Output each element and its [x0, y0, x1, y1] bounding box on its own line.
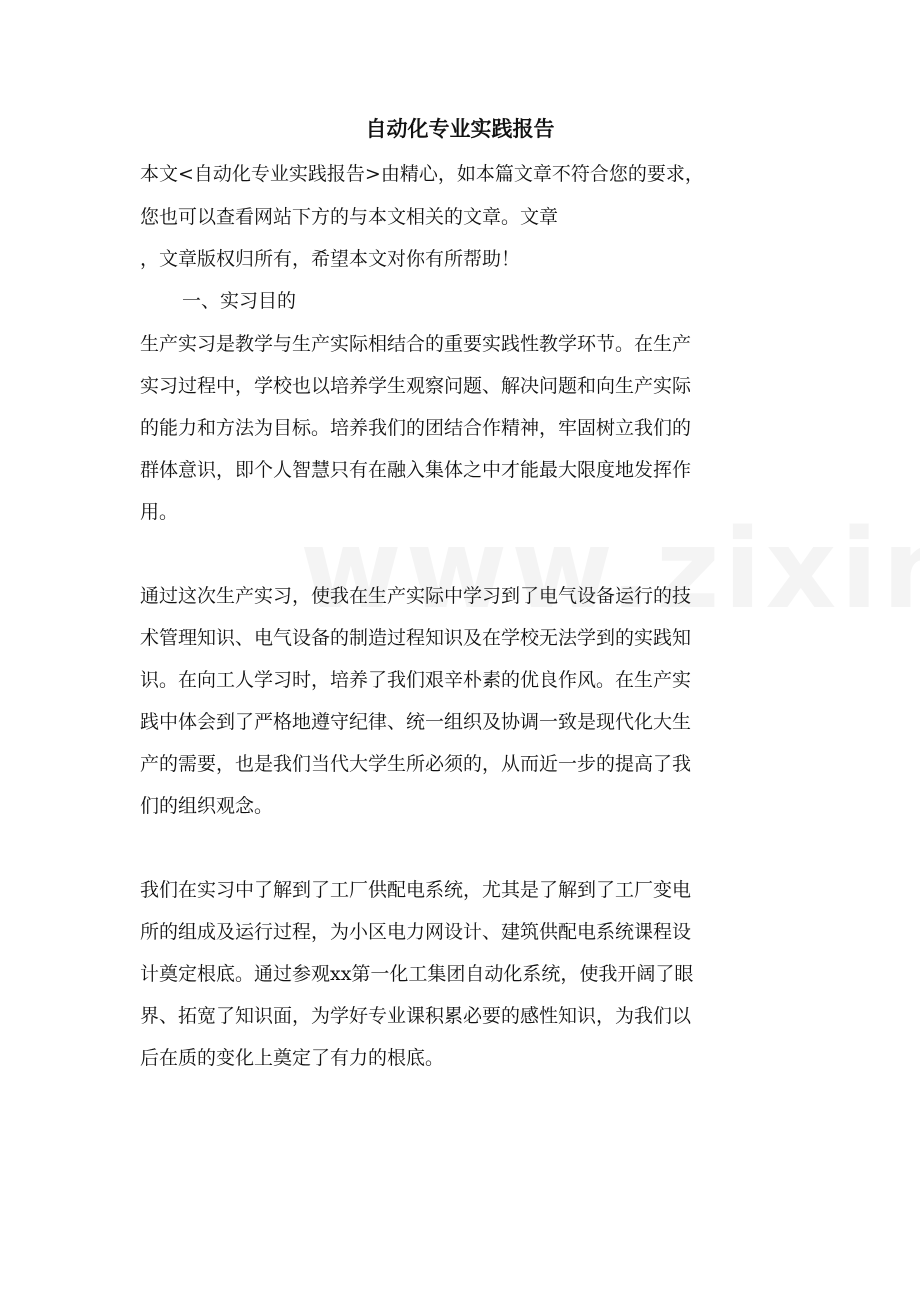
- paragraph-line: 用。: [140, 501, 179, 523]
- watermark: [300, 505, 920, 633]
- paragraph-line: 后在质的变化上奠定了有力的根底。: [140, 1047, 445, 1069]
- paragraph-line: 们的组织观念。: [140, 795, 274, 817]
- paragraph-line: 群体意识，即个人智慧只有在融入集体之中才能最大限度地发挥作: [140, 459, 692, 481]
- paragraph-line: 术管理知识、电气设备的制造过程知识及在学校无法学到的实践知: [140, 627, 692, 649]
- paragraph-line: 所的组成及运行过程，为小区电力网设计、建筑供配电系统课程设: [140, 921, 692, 943]
- paragraph-line: 通过这次生产实习，使我在生产实际中学习到了电气设备运行的技: [140, 585, 692, 607]
- document-title: 自动化专业实践报告: [365, 116, 555, 141]
- intro-line: 您也可以查看网站下方的与本文相关的文章。文章: [140, 206, 559, 228]
- paragraph-line: 产的需要，也是我们当代大学生所必须的，从而近一步的提高了我: [140, 753, 692, 775]
- paragraph-line: 践中体会到了严格地遵守纪律、统一组织及协调一致是现代化大生: [140, 711, 692, 733]
- paragraph-line: 生产实习是教学与生产实际相结合的重要实践性教学环节。在生产: [140, 333, 692, 355]
- intro-line: ，文章版权归所有，希望本文对你有所帮助！: [140, 248, 521, 270]
- paragraph-line: 界、拓宽了知识面，为学好专业课积累必要的感性知识，为我们以: [140, 1005, 692, 1027]
- paragraph-line: 计奠定根底。通过参观xx第一化工集团自动化系统，使我开阔了眼: [140, 963, 694, 985]
- intro-line: 本文<自动化专业实践报告>由精心，如本篇文章不符合您的要求，: [140, 163, 704, 185]
- section-heading: 一、实习目的: [182, 290, 297, 312]
- paragraph-line: 识。在向工人学习时，培养了我们艰辛朴素的优良作风。在生产实: [140, 669, 692, 691]
- paragraph-line: 实习过程中，学校也以培养学生观察问题、解决问题和向生产实际: [140, 375, 692, 397]
- paragraph-line: 的能力和方法为目标。培养我们的团结合作精神，牢固树立我们的: [140, 417, 692, 439]
- paragraph-line: 我们在实习中了解到了工厂供配电系统，尤其是了解到了工厂变电: [140, 879, 692, 901]
